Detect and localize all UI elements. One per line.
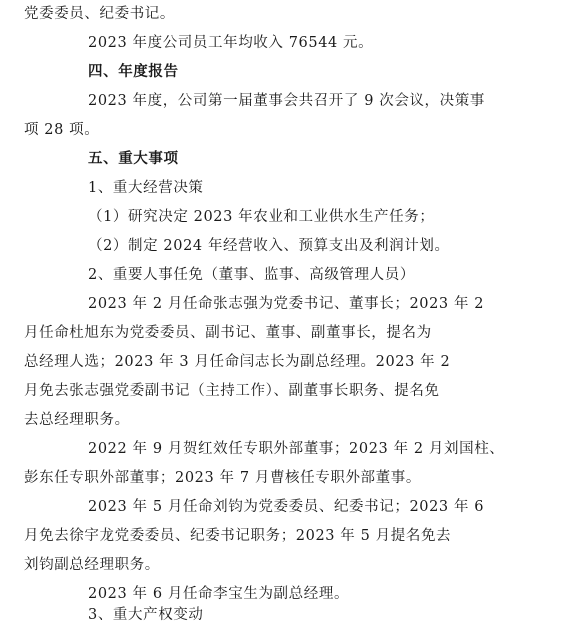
list-item: （2）制定 2024 年经营收入、预算支出及利润计划。 [88,238,450,254]
subsection-heading: 1、重大经营决策 [88,180,204,196]
text-line: 2023 年 6 月任命李宝生为副总经理。 [88,586,350,602]
text-line: 2023 年 5 月任命刘钧为党委委员、纪委书记；2023 年 6 [88,499,485,515]
section-heading-annual-report: 四、年度报告 [88,64,179,80]
text-line: 总经理人选；2023 年 3 月任命闫志长为副总经理。2023 年 2 [24,354,451,370]
text-line: 党委委员、纪委书记。 [24,6,175,22]
subsection-heading: 3、重大产权变动 [88,607,204,623]
text-line: 2023 年 2 月任命张志强为党委书记、董事长；2023 年 2 [88,296,485,312]
text-line: 月免去张志强党委副书记（主持工作）、副董事长职务、提名免 [24,383,440,399]
text-line: 2023 年度，公司第一届董事会共召开了 9 次会议，决策事 [88,93,485,109]
text-line: 彭东任专职外部董事；2023 年 7 月曹核任专职外部董事。 [24,470,421,486]
list-item: （1）研究决定 2023 年农业和工业供水生产任务； [88,209,435,225]
text-line: 去总经理职务。 [24,412,130,428]
subsection-heading: 2、重要人事任免（董事、监事、高级管理人员） [88,267,415,283]
section-heading-major-matters: 五、重大事项 [88,151,179,167]
text-line: 月免去徐宇龙党委委员、纪委书记职务；2023 年 5 月提名免去 [24,528,452,544]
text-line: 刘钧副总经理职务。 [24,557,160,573]
text-line: 月任命杜旭东为党委委员、副书记、董事、副董事长，提名为 [24,325,432,341]
text-line: 2022 年 9 月贺红效任专职外部董事；2023 年 2 月刘国柱、 [88,441,505,457]
text-line: 项 28 项。 [24,122,100,138]
text-line: 2023 年度公司员工年均收入 76544 元。 [88,35,374,51]
